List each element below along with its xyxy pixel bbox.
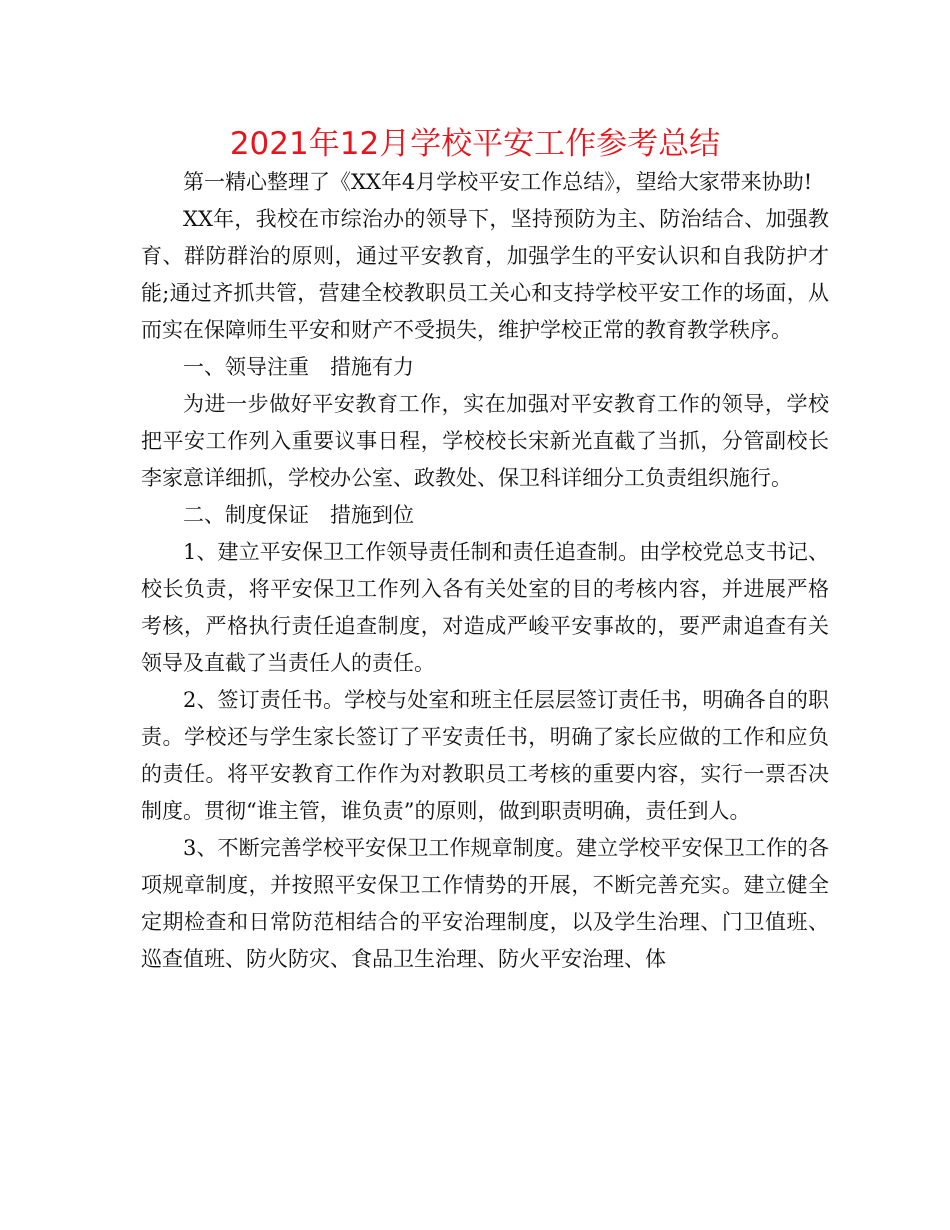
paragraph-leadership: 为进一步做好平安教育工作，实在加强对平安教育工作的领导，学校把平安工作列入重要议事日程，学校校长宋新光直截了当抓，分管副校长李家意详细抓，学校办公室、政教处、保卫科详细分工负责组织施行。: [141, 392, 829, 490]
paragraph-item-2: 2、签订责任书。学校与处室和班主任层层签订责任书，明确各自的职责。学校还与学生家长签订了平安责任书，明确了家长应做的工作和应负的责任。将平安教育工作作为对教职员工考核的重要内容，实行一票否决制度。贯彻“谁主管，谁负责”的原则，做到职责明确，责任到人。: [141, 688, 829, 823]
document-title: 2021年12月学校平安工作参考总结: [229, 126, 721, 162]
section-heading-leadership: 一、领导注重 措施有力: [183, 355, 414, 379]
section-heading-system: 二、制度保证 措施到位: [183, 503, 414, 527]
paragraph-overview: XX年，我校在市综治办的领导下，坚持预防为主、防治结合、加强教育、群防群治的原则，通过平安教育，加强学生的平安认识和自我防护才能;通过齐抓共管，营建全校教职员工关心和支持学校平安工作的场面，从而实在保障师生平安和财产不受损失，维护学校正常的教育教学秩序。: [141, 207, 829, 342]
document-body: [141, 164, 829, 978]
paragraph-intro: 第一精心整理了《XX年4月学校平安工作总结》，望给大家带来协助!: [183, 170, 813, 194]
paragraph-item-1: 1、建立平安保卫工作领导责任制和责任追查制。由学校党总支书记、校长负责，将平安保卫工作列入各有关处室的目的考核内容，并进展严格考核，严格执行责任追查制度，对造成严峻平安事故的，要严肃追查有关领导及直截了当责任人的责任。: [141, 540, 829, 675]
paragraph-item-3: 3、不断完善学校平安保卫工作规章制度。建立学校平安保卫工作的各项规章制度，并按照平安保卫工作情势的开展，不断完善充实。建立健全定期检查和日常防范相结合的平安治理制度，以及学生治理、门卫值班、巡查值班、防火防灾、食品卫生治理、防火平安治理、体: [141, 836, 829, 971]
